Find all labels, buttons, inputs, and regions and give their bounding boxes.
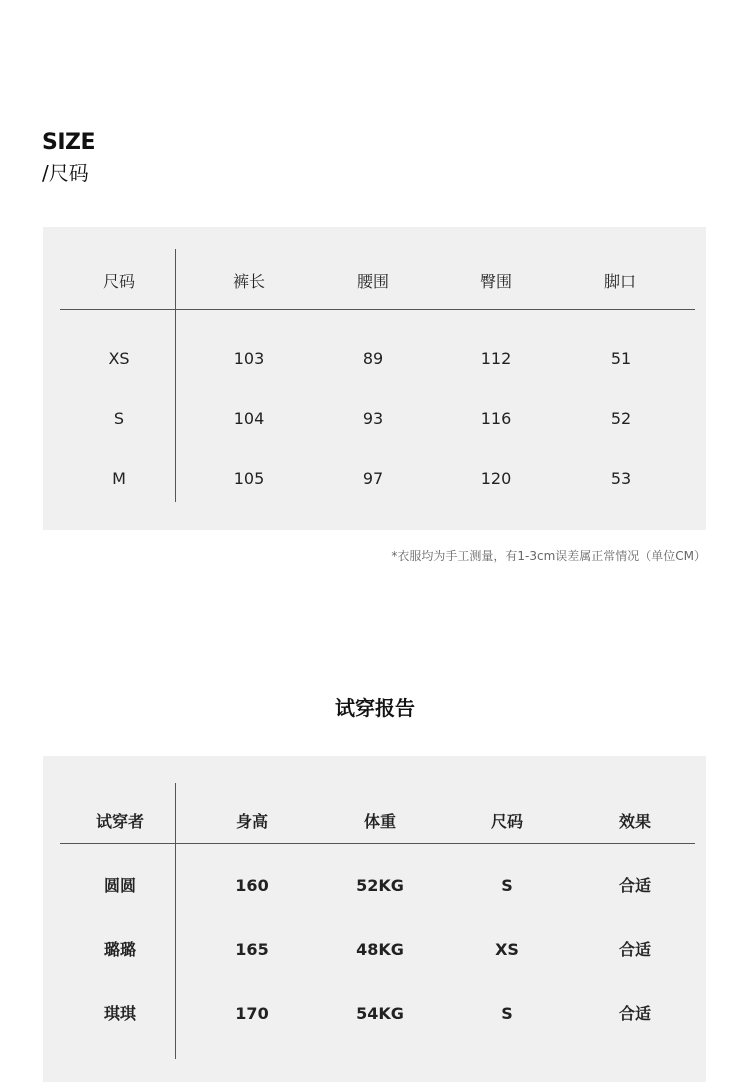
fit-header-tester: 试穿者 [95, 812, 145, 831]
fit-row-size: S [501, 876, 513, 895]
fit-row-tester: 琪琪 [103, 1004, 137, 1023]
size-row-size: XS [108, 349, 130, 368]
fit-row-weight: 54KG [356, 1004, 404, 1023]
size-row-hem: 52 [610, 409, 632, 428]
size-header-waist: 腰围 [356, 272, 390, 291]
fit-row-effect: 合适 [618, 876, 652, 895]
fit-report-title: 试穿报告 [335, 696, 415, 720]
fit-row-effect: 合适 [618, 940, 652, 959]
fit-header-size: 尺码 [490, 812, 524, 831]
size-row-hip: 116 [480, 409, 512, 428]
size-row-length: 104 [233, 409, 265, 428]
size-row-waist: 93 [362, 409, 384, 428]
fit-header-effect: 效果 [618, 812, 652, 831]
size-row-hip: 120 [480, 469, 512, 488]
size-row-hem: 53 [610, 469, 632, 488]
size-row-hip: 112 [480, 349, 512, 368]
size-header-size: 尺码 [102, 272, 136, 291]
size-row-waist: 97 [362, 469, 384, 488]
size-row-length: 103 [233, 349, 265, 368]
fit-row-tester: 璐璐 [103, 940, 137, 959]
fit-header-height: 身高 [235, 812, 269, 831]
size-heading-cn: /尺码 [42, 161, 89, 185]
size-row-waist: 89 [362, 349, 384, 368]
fit-row-effect: 合适 [618, 1004, 652, 1023]
fit-row-tester: 圆圆 [103, 876, 137, 895]
fit-table-column-divider [175, 783, 176, 1059]
fit-header-weight: 体重 [363, 812, 397, 831]
size-table-column-divider [175, 249, 176, 502]
fit-table-header-divider [60, 843, 695, 844]
size-heading-en: SIZE [42, 130, 96, 155]
size-table-header-divider [60, 309, 695, 310]
size-row-hem: 51 [610, 349, 632, 368]
fit-row-height: 165 [235, 940, 269, 959]
fit-row-height: 160 [235, 876, 269, 895]
fit-row-weight: 52KG [356, 876, 404, 895]
size-table [43, 227, 706, 530]
fit-row-size: S [501, 1004, 513, 1023]
fit-report-table [43, 756, 706, 1082]
fit-row-size: XS [495, 940, 519, 959]
fit-row-height: 170 [235, 1004, 269, 1023]
size-row-length: 105 [233, 469, 265, 488]
size-header-length: 裤长 [232, 272, 266, 291]
fit-row-weight: 48KG [356, 940, 404, 959]
size-row-size: M [112, 469, 126, 488]
measurement-note: *衣服均为手工测量，有1-3cm误差属正常情况（单位CM） [391, 549, 706, 563]
size-header-hip: 臀围 [479, 272, 513, 291]
size-header-hem: 脚口 [603, 272, 637, 291]
size-row-size: S [113, 409, 125, 428]
